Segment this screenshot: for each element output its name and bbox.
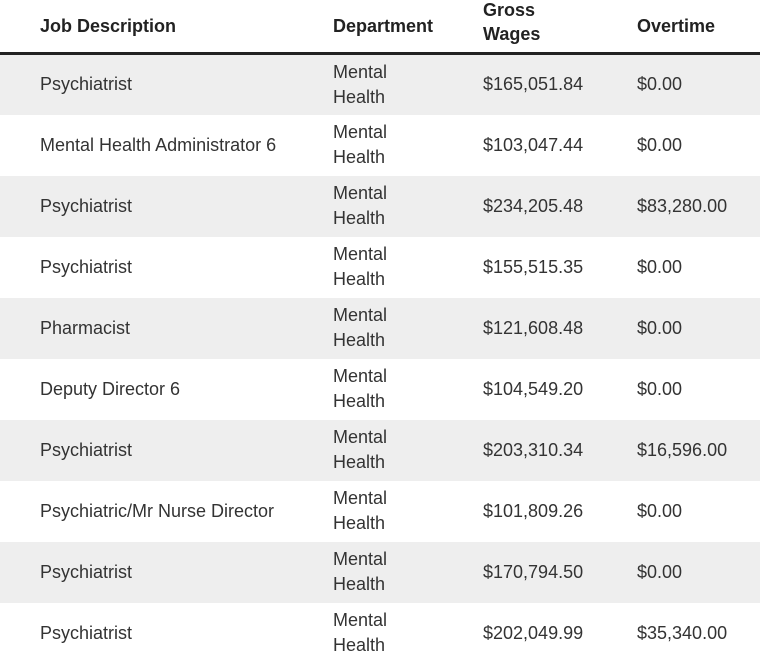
job-description-cell: Psychiatrist xyxy=(40,256,133,277)
overtime-cell: $0.00 xyxy=(637,256,683,277)
department-cell xyxy=(293,603,443,664)
header-row xyxy=(0,0,760,54)
department-cell xyxy=(293,54,443,115)
gross-wages-cell: $155,515.35 xyxy=(483,256,584,277)
department-cell xyxy=(293,542,443,603)
table-header xyxy=(0,0,760,54)
table-row xyxy=(0,603,760,664)
department-cell xyxy=(293,115,443,176)
gross-wages-cell: $121,608.48 xyxy=(483,317,584,338)
table-row xyxy=(0,115,760,176)
column-header-label: Department xyxy=(333,16,434,36)
gross-wages-cell: $203,310.34 xyxy=(483,439,584,460)
table-row xyxy=(0,542,760,603)
table-row xyxy=(0,481,760,542)
department-cell xyxy=(293,481,443,542)
job-description-cell: Psychiatrist xyxy=(40,561,133,582)
job-description-cell: Psychiatrist xyxy=(40,439,133,460)
table-row xyxy=(0,237,760,298)
department-cell xyxy=(293,176,443,237)
department-text: Mental Health xyxy=(333,366,388,411)
table-body xyxy=(0,54,760,664)
department-text: Mental Health xyxy=(333,488,388,533)
overtime-cell: $0.00 xyxy=(637,317,683,338)
job-description-cell: Mental Health Administrator 6 xyxy=(40,134,277,155)
overtime-cell: $16,596.00 xyxy=(637,439,728,460)
table-row xyxy=(0,420,760,481)
column-header-job-description[interactable] xyxy=(0,0,293,54)
department-cell xyxy=(293,420,443,481)
column-header-overtime[interactable] xyxy=(597,0,760,54)
table-row xyxy=(0,298,760,359)
department-cell xyxy=(293,237,443,298)
gross-wages-cell: $101,809.26 xyxy=(483,500,584,521)
gross-wages-cell: $234,205.48 xyxy=(483,195,584,216)
overtime-cell: $0.00 xyxy=(637,500,683,521)
department-cell xyxy=(293,298,443,359)
job-description-cell: Deputy Director 6 xyxy=(40,378,181,399)
job-description-cell: Psychiatric/Mr Nurse Director xyxy=(40,500,275,521)
column-header-label: Overtime xyxy=(637,16,716,36)
department-text: Mental Health xyxy=(333,427,388,472)
department-text: Mental Health xyxy=(333,610,388,655)
job-description-cell: Psychiatrist xyxy=(40,195,133,216)
department-text: Mental Health xyxy=(333,305,388,350)
overtime-cell: $0.00 xyxy=(637,378,683,399)
department-text: Mental Health xyxy=(333,244,388,289)
gross-wages-cell: $104,549.20 xyxy=(483,378,584,399)
department-cell xyxy=(293,359,443,420)
overtime-cell: $0.00 xyxy=(637,74,683,95)
overtime-cell: $0.00 xyxy=(637,561,683,582)
department-text: Mental Health xyxy=(333,61,388,107)
department-text: Mental Health xyxy=(333,183,388,228)
job-description-cell: Psychiatrist xyxy=(40,622,133,643)
table-row xyxy=(0,54,760,115)
column-header-department[interactable] xyxy=(293,0,443,54)
overtime-cell: $83,280.00 xyxy=(637,195,728,216)
column-header-label: Job Description xyxy=(40,16,177,36)
department-text: Mental Health xyxy=(333,549,388,594)
gross-wages-cell: $103,047.44 xyxy=(483,134,584,155)
gross-wages-cell: $170,794.50 xyxy=(483,561,584,582)
job-description-cell: Psychiatrist xyxy=(40,74,133,95)
gross-wages-cell: $202,049.99 xyxy=(483,622,584,643)
overtime-cell: $35,340.00 xyxy=(637,622,728,643)
column-header-gross-wages[interactable] xyxy=(443,0,597,54)
overtime-cell: $0.00 xyxy=(637,134,683,155)
department-text: Mental Health xyxy=(333,122,388,167)
column-header-label: Gross Wages xyxy=(483,0,541,44)
job-description-cell: Pharmacist xyxy=(40,317,131,338)
gross-wages-cell: $165,051.84 xyxy=(483,74,584,95)
table-row xyxy=(0,176,760,237)
table-row xyxy=(0,359,760,420)
